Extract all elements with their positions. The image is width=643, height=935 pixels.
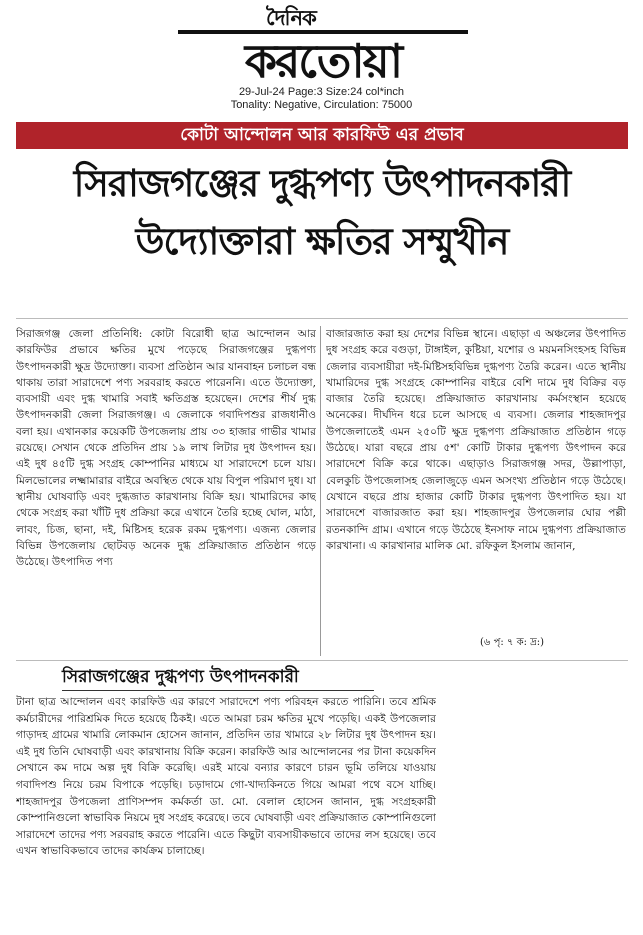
clipping-meta-line1: 29-Jul-24 Page:3 Size:24 col*inch bbox=[238, 86, 405, 98]
clipping-meta-line2: Tonality: Negative, Circulation: 75000 bbox=[230, 99, 413, 111]
article-top-rule bbox=[16, 318, 628, 319]
continued-marker: (৬ পৃ: ৭ ক: দ্র:) bbox=[476, 636, 544, 650]
masthead-small-text: দৈনিক bbox=[266, 6, 362, 32]
kicker-banner: কোটা আন্দোলন আর কারফিউ এর প্রভাব bbox=[16, 122, 628, 149]
article-column-left bbox=[16, 326, 316, 656]
article-body-right: বাজারজাত করা হয় দেশের বিভিন্ন স্থানে। এছাড়া এ অঞ্চলের উৎপাদিত দুধ সংগ্রহ করে বগুড়া, টাঙ্গাইল, কুষ্টিয়া, যশোর ও ময়মনসিংহসহ বিভিন্ন জেলার ব্যবসায়ীরা দই-মিষ্টিসহবিভিন্ন দুগ্ধপণ্য তৈরি করেন। এতে স্থানীয় খামারিদের দুগ্ধ সংগ্রহে কোম্পানির বাইরে বেশি দামে দুধ বিক্রির বড় বাজার তৈরি হয়েছে। প্রক্রিয়াজাত কারখানায় কর্মসংস্থান হয়েছে অনেকের। দীর্ঘদিন ধরে চলে আসছে এ ব্যবসা। জেলার শাহজাদপুর উপজেলাতেই এমন ২৫০টি ক্ষুদ্র দুগ্ধপণ্য প্রক্রিয়াজাত প্রতিষ্ঠান গড়ে উঠেছে। যারা বছরে প্রায় ৫শ' কোটি টাকার দুগ্ধপণ্য উৎপাদন করে সারাদেশে বিক্রি করে থাকে। এছাড়াও সিরাজগঞ্জ সদর, উল্লাপাড়া, বেলকুচি উপজেলাসহ জেলাজুড়ে এমন অসংখ্য প্রতিষ্ঠান গড়ে উঠেছে। যেখানে বছরে প্রায় হাজার কোটি টাকার দুগ্ধপণ্য উৎপাদিত হয়। যা সারাদেশে বাজারজাত করা হয়। শাহজাদপুর উপজেলার ঘোর পল্লী রতনকান্দি গ্রাম। এখানে গড়ে উঠেছে ইনসাফ নামে দুগ্ধপণ্য প্রক্রিয়াজাত কারখানা। এ কারখানার মালিক মো. রফিকুল ইসলাম জানান, bbox=[326, 328, 626, 552]
column-divider bbox=[320, 326, 321, 656]
article-bottom-rule bbox=[16, 660, 628, 661]
continuation-subhead: সিরাজগঞ্জের দুগ্ধপণ্য উৎপাদনকারী bbox=[62, 664, 374, 691]
headline-line-2: উদ্যোক্তারা ক্ষতির সম্মুখীন bbox=[135, 220, 509, 263]
article-body-left: সিরাজগঞ্জ জেলা প্রতিনিধি: কোটা বিরোধী ছাত্র আন্দোলন আর কারফিউর প্রভাবে ক্ষতির মুখে পড়েছে সিরাজগঞ্জের দুগ্ধপণ্য উৎপাদনকারী ক্ষুদ্র উদ্যোক্তা। ব্যবসা প্রতিষ্ঠান আর যানবাহন চলাচল বন্ধ থাকায় তারা সারাদেশে পণ্য সরবরাহ করতে পারেননি। এতে উদ্যোক্তা, ব্যবসায়ী এবং দুগ্ধ খামারি সবাই ক্ষতিগ্রস্ত হয়েছেন। দেশের শীর্ষ দুগ্ধ উৎপাদনকারী জেলা সিরাজগঞ্জ। এ জেলাকে গবাদিপশুর রাজধানীও বলা হয়। এখানকার কয়েকটি উপজেলায় প্রায় ৩৩ হাজার গাভীর খামার রয়েছে। সেখান থেকে প্রতিদিন প্রায় ১৯ লাখ লিটার দুধ উৎপাদন হয়। এই দুধ ৪৫টি দুগ্ধ সংগ্রহ কোম্পানির মাধ্যমে যা সারাদেশে চলে যায়। মিলভোলের লক্ষ্মামারার বাইরে অবস্থিত থেকে যায় বিপুল পরিমাণ দুধ। যা স্থানীয় ঘোষবাড়ি এবং দুগ্ধজাত কারখানায় বিক্রি হয়। খামারিদের কাছ থেকে সংগ্রহ করা খাঁটি দুধ প্রক্রিয়া করে এখানে তৈরি হচ্ছে ঘোল, মাঠা, লাবং, চিজ, ছানা, দই, মিষ্টিসহ হরেক রকম দুগ্ধপণ্য। এজন্য জেলার বিভিন্ন উপজেলায় ছোটবড় অনেক দুগ্ধ প্রক্রিয়াজাত প্রতিষ্ঠান গড়ে উঠেছে। উৎপাদিত পণ্য bbox=[16, 328, 316, 569]
masthead-title: করতোয়া bbox=[178, 30, 468, 88]
article-column-right bbox=[326, 326, 626, 656]
continuation-body: টানা ছাত্র আন্দোলন এবং কারফিউ এর কারণে সারাদেশে পণ্য পরিবহন করতে পারিনি। তবে শ্রমিক কর্মচারীদের পারিশ্রমিক দিতে হয়েছে ঠিকই। এতে আমরা চরম ক্ষতির মুখে পড়েছি। একই উপজেলার গাড়াদহ গ্রামের খামারি লোকমান হোসেন জানান, প্রতিদিন তার খামারে ২৮ লিটার দুধ উৎপাদন হয়। এই দুধ তিনি ঘোষবাড়ী এবং কারখানায় বিক্রি করেন। কারফিউ আর আন্দোলনের পর টানা কয়েকদিন সেখানে কম দামে অল্প দুধ বিক্রি করেছি। এরই মাঝে বন্যার কারণে চারন ভূমি তলিয়ে যাওয়ায় গবাদিপশু নিয়ে চরম বিপাকে পড়েছি। চড়াদামে গো-খাদ্যকিনতে গিয়ে আমরা পথে বসে যাচ্ছি। শাহজাদপুর উপজেলা প্রাণিসম্পদ কর্মকর্তা ডা. মো. বেলাল হোসেন জানান, দুগ্ধ সংগ্রহকারী কোম্পানিগুলো স্বাভাবিক নিয়মে দুধ সংগ্রহ করেছে। তবে ঘোষবাড়ী এবং প্রক্রিয়াজাত কোম্পানিগুলো সারাদেশে তাদের পণ্য সরবরাহ করতে পারেনি। এতে কিছুটা ব্যবসায়ীকভাবে তাদের লস হয়েছে। তবে এখন স্বাভাবিকভাবে তাদের কার্যক্রম চালাচ্ছে। bbox=[16, 696, 436, 858]
headline-line-1: সিরাজগঞ্জের দুগ্ধপণ্য উৎপাদনকারী bbox=[73, 162, 571, 205]
continuation-column bbox=[16, 694, 436, 930]
